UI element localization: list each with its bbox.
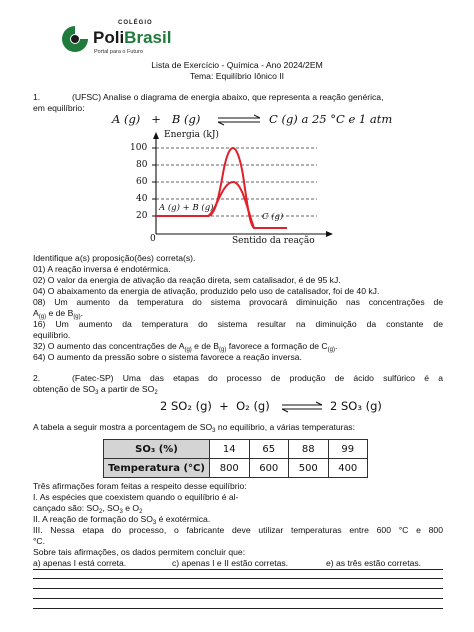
q2-option-c: c) apenas I e II estão corretas. [172,558,289,568]
q1-equation [112,112,393,130]
q1-prop-16-line1: 16) Um aumento da temperatura do sistema resultar na diminuição da constante de [33,319,443,329]
p32-b: e de B [191,341,220,351]
p32-c: favorece a formação de C [226,341,328,351]
table-cell: 500 [289,459,329,478]
p32-a: 32) O aumento das concentrações de A [33,341,185,351]
table-cell: 600 [249,459,289,478]
p08-a-sub: (g) [38,314,47,320]
divider [33,588,443,589]
logo-mark-icon [60,24,90,54]
energy-diagram-svg [112,130,352,248]
q2-eq-right: 2 SO₃ (g) [330,399,382,413]
table-row [104,440,368,459]
q1-prop-02: 02) O valor da energia de ativação da reação direta, sem catalisador, é de 95 kJ. [33,275,341,285]
divider [33,569,443,570]
tick-20: 20 [136,211,148,221]
q1-eq-left: A (g) + B (g) [112,112,201,126]
equilibrium-arrows-icon [280,401,324,413]
energy-diagram [112,130,352,248]
q2-statement-3b: °C. [33,536,46,546]
divider [33,608,443,609]
q1-identify: Identifique a(s) proposição(ões) correta(s). [33,253,196,263]
table-cell: 88 [289,440,329,459]
s2-a: II. A reação de formação do SO [33,514,153,524]
q2-intro-line1: (Fatec-SP) Uma das etapas do processo de produção de ácido sulfúrico é a [72,373,443,383]
y-axis-label: Energia (kJ) [164,130,219,140]
table-cell: 99 [328,440,368,459]
q2-table-intro-s: 3 [212,428,216,434]
q2-statements-intro: Três afirmações foram feitas a respeito desse equilíbrio: [33,481,247,491]
so3-temperature-table [103,439,368,478]
q1-prop-08-line1: 08) Um aumento da temperatura do sistema provocará diminuição nas concentrações de [33,297,443,307]
p08-a: A [33,308,39,318]
p08-end: . [80,308,84,318]
product-label: C (g) [262,212,284,222]
s2-s: 3 [152,520,157,526]
divider [33,598,443,599]
q2-option-a: a) apenas I está correta. [33,558,127,568]
q2-statement-1a: I. As espécies que coexistem quando o equilíbrio é al- [33,492,239,502]
s2-b: é exotérmica. [156,514,211,524]
s1-b3: e O [122,503,140,513]
tick-80: 80 [136,160,148,170]
q1-intro-line1: (UFSC) Analise o diagrama de energia abaixo, que representa a reação genérica, [72,92,384,102]
q2-intro-b1s: 3 [95,390,99,396]
q2-eq-left: 2 SO₂ (g) + O₂ (g) [160,399,270,413]
q1-intro-line2: em equilíbrio: [33,103,85,113]
q1-number: 1. [33,92,41,102]
table-cell: 800 [210,459,250,478]
page-title: Lista de Exercício - Química - Ano 2024/2EM [151,60,323,70]
q2-statement-3a: III. Nessa etapa do processo, o fabricante deve utilizar temperaturas entre 600 °C e 800 [33,525,443,535]
s1-b1s: 2 [98,509,103,515]
q2-table-intro [33,422,355,437]
table-cell: 400 [328,459,368,478]
p32-s3: (g) [327,347,335,353]
table-cell: 14 [210,440,250,459]
q2-table-intro-a: A tabela a seguir mostra a porcentagem de SO [33,422,213,432]
p08-b: e de B [46,308,74,318]
logo-poli: Poli [93,28,125,47]
q2-equation [160,399,400,417]
x-axis-label: Sentido da reação [232,236,315,246]
tick-100: 100 [130,143,148,153]
q2-intro-b2s: 2 [154,390,158,396]
q1-prop-04: 04) O abaixamento da energia de ativação, produzido pelo uso de catalisador, foi de 40 kJ. [33,286,380,296]
table-row [104,459,368,478]
tick-40: 40 [136,194,148,204]
divider [33,578,443,579]
q1-prop-64: 64) O aumento da pressão sobre o sistema favorece a reação inversa. [33,352,302,362]
p08-b-sub: (g) [73,314,81,320]
page-subtitle: Tema: Equilíbrio Iônico II [189,71,285,81]
logo-colegio: COLÉGIO [118,20,153,26]
tick-0: 0 [150,234,156,244]
tick-60: 60 [136,177,148,187]
q2-intro-line2 [33,384,158,399]
reactants-label: A (g) + B (g) [159,203,214,213]
s1-b2: , SO [102,503,120,513]
logo-tagline: Portal para o Futuro [94,49,143,55]
q1-eq-right: C (g) a 25 °C e 1 atm [269,112,393,126]
q2-option-e: e) as três estão corretas. [326,558,422,568]
p32-s2: (g) [219,347,227,353]
q2-intro-b1: obtenção de SO [33,384,96,394]
s1-b1: cançado são: SO [33,503,99,513]
catalyzed-curve [208,182,254,228]
s1-b3s: 2 [139,509,143,515]
q1-prop-01: 01) A reação inversa é endotérmica. [33,264,171,274]
q2-conclude: Sobre tais afirmações, os dados permitem concluir que: [33,547,246,557]
logo-brasil: Brasil [124,28,172,47]
q2-table-intro-b: no equilíbrio, a várias temperaturas: [215,422,355,432]
q1-prop-16-line2: equilíbrio. [33,330,71,340]
table-header-cell: Temperatura (°C) [104,459,210,478]
s1-b2s: 3 [119,509,123,515]
q2-intro-b2: a partir de SO [98,384,155,394]
equilibrium-arrows-icon [216,114,262,126]
table-header-cell: SO₃ (%) [104,440,210,459]
table-cell: 65 [249,440,289,459]
p32-s1: (g) [184,347,192,353]
q2-number: 2. [33,373,41,383]
p32-d: . [335,341,338,351]
logo-name [93,28,171,48]
